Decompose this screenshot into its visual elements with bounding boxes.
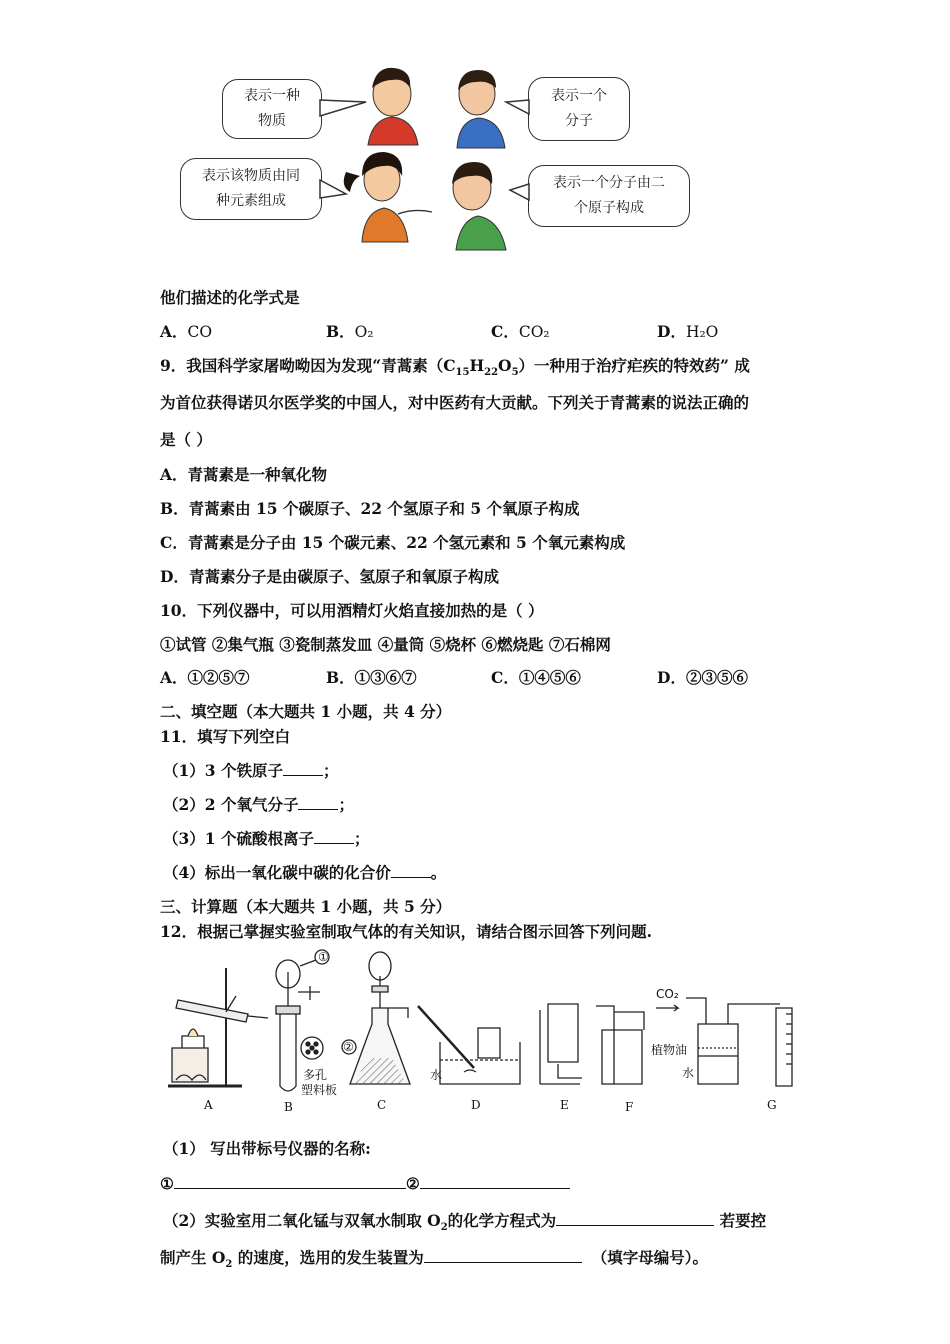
q9-stem-line3: 是（ ） — [160, 430, 212, 449]
answer-blank[interactable] — [556, 1211, 714, 1226]
q11-item-1: （1）3 个铁原子 ； — [163, 761, 339, 780]
answer-blank[interactable] — [314, 829, 354, 844]
q12-part-2-cont: 制产生 $O_2$ 的速度，选用的发生装置为 （填字母编号）。 — [160, 1248, 709, 1271]
q10-option-b[interactable]: B．①③⑥⑦ — [326, 668, 417, 687]
water-label-g: 水 — [682, 1066, 695, 1080]
q10-option-d[interactable]: D．②③⑤⑥ — [657, 668, 748, 687]
speech-bubble-1: 表示一种 物质 — [222, 79, 322, 139]
apparatus-label-g: G — [767, 1098, 777, 1112]
person-1-icon — [368, 68, 418, 145]
answer-blank[interactable] — [391, 863, 431, 878]
apparatus-f-icon — [596, 1006, 644, 1084]
apparatus-a-icon — [168, 968, 268, 1086]
person-4-icon — [452, 162, 506, 250]
answer-blank[interactable] — [174, 1174, 406, 1189]
q9-option-c[interactable]: C．青蒿素是分子由 15 个碳元素、22 个氢元素和 5 个氧元素构成 — [160, 533, 626, 552]
section-2-title: 二、填空题（本大题共 1 小题，共 4 分） — [160, 702, 452, 721]
lab-apparatus-figure — [0, 944, 950, 1114]
q9-option-a[interactable]: A．青蒿素是一种氧化物 — [160, 465, 328, 484]
porous-plate-label-2: 塑料板 — [301, 1083, 338, 1097]
porous-plate-label-1: 多孔 — [303, 1068, 328, 1082]
q11-stem: 11．填写下列空白 — [160, 727, 291, 746]
q10-option-a[interactable]: A．①②⑤⑦ — [160, 668, 250, 687]
answer-blank[interactable] — [283, 761, 323, 776]
answer-blank[interactable] — [424, 1248, 582, 1263]
co2-label: CO₂ — [656, 987, 679, 1001]
mark-2-label: ② — [343, 1040, 354, 1054]
mark-1-label: ① — [318, 950, 329, 964]
q11-item-2: （2）2 个氧气分子 ； — [163, 795, 354, 814]
apparatus-label-c: C — [377, 1098, 387, 1112]
oil-label: 植物油 — [651, 1043, 688, 1057]
answer-blank[interactable] — [298, 795, 338, 810]
answer-blank[interactable] — [420, 1174, 570, 1189]
apparatus-label-a: A — [204, 1098, 213, 1112]
apparatus-e-icon — [540, 1004, 582, 1084]
q12-part-1: （1） 写出带标号仪器的名称: — [163, 1139, 371, 1158]
q8-option-b[interactable]: B．O₂ — [326, 322, 374, 341]
apparatus-label-f: F — [625, 1100, 634, 1114]
q9-stem-line1: 9．我国科学家屠呦呦因为发现“青蒿素$(C_{15}H_{22}O_5)$一种用于治疗疟疾的特效药” 成 — [160, 356, 750, 379]
person-2-icon — [457, 70, 505, 148]
apparatus-label-d: D — [471, 1098, 481, 1112]
q9-option-d[interactable]: D．青蒿素分子是由碳原子、氢原子和氧原子构成 — [160, 567, 499, 586]
apparatus-c-icon — [342, 952, 410, 1084]
q9-option-b[interactable]: B．青蒿素由 15 个碳原子、22 个氢原子和 5 个氧原子构成 — [160, 499, 580, 518]
q8-stem: 他们描述的化学式是 — [160, 288, 300, 307]
q8-option-d[interactable]: D．H₂O — [657, 322, 719, 341]
q11-item-3: （3）1 个硫酸根离子 ； — [163, 829, 370, 848]
apparatus-label-b: B — [284, 1100, 293, 1114]
q11-item-4: （4）标出一氧化碳中碳的化合价 。 — [163, 863, 447, 882]
q8-option-c[interactable]: C．CO₂ — [491, 322, 550, 341]
q10-items: ①试管 ②集气瓶 ③瓷制蒸发皿 ④量筒 ⑤烧杯 ⑥燃烧匙 ⑦石棉网 — [160, 635, 611, 654]
q12-part-2: （2）实验室用二氧化锰与双氧水制取 $O_2$的化学方程式为 若要控 — [163, 1211, 767, 1234]
speech-bubble-2: 表示一个 分子 — [528, 77, 630, 141]
cartoon-figures — [0, 0, 950, 260]
person-3-icon — [344, 152, 432, 242]
speech-bubble-3: 表示该物质由同 种元素组成 — [180, 158, 322, 220]
q8-option-a[interactable]: A．CO — [160, 322, 213, 341]
section-3-title: 三、计算题（本大题共 1 小题，共 5 分） — [160, 897, 452, 916]
q12-stem: 12．根据己掌握实验室制取气体的有关知识，请结合图示回答下列问题. — [160, 922, 652, 941]
apparatus-label-e: E — [560, 1098, 569, 1112]
q10-option-c[interactable]: C．①④⑤⑥ — [491, 668, 581, 687]
q12-part-1-blanks: ① ② — [160, 1174, 570, 1193]
speech-bubble-4: 表示一个分子由二 个原子构成 — [528, 165, 690, 227]
q9-stem-line2: 为首位获得诺贝尔医学奖的中国人，对中医药有大贡献。下列关于青蒿素的说法正确的 — [160, 393, 750, 412]
water-label-d: 水 — [430, 1068, 443, 1082]
q10-stem: 10．下列仪器中，可以用酒精灯火焰直接加热的是（ ） — [160, 601, 544, 620]
